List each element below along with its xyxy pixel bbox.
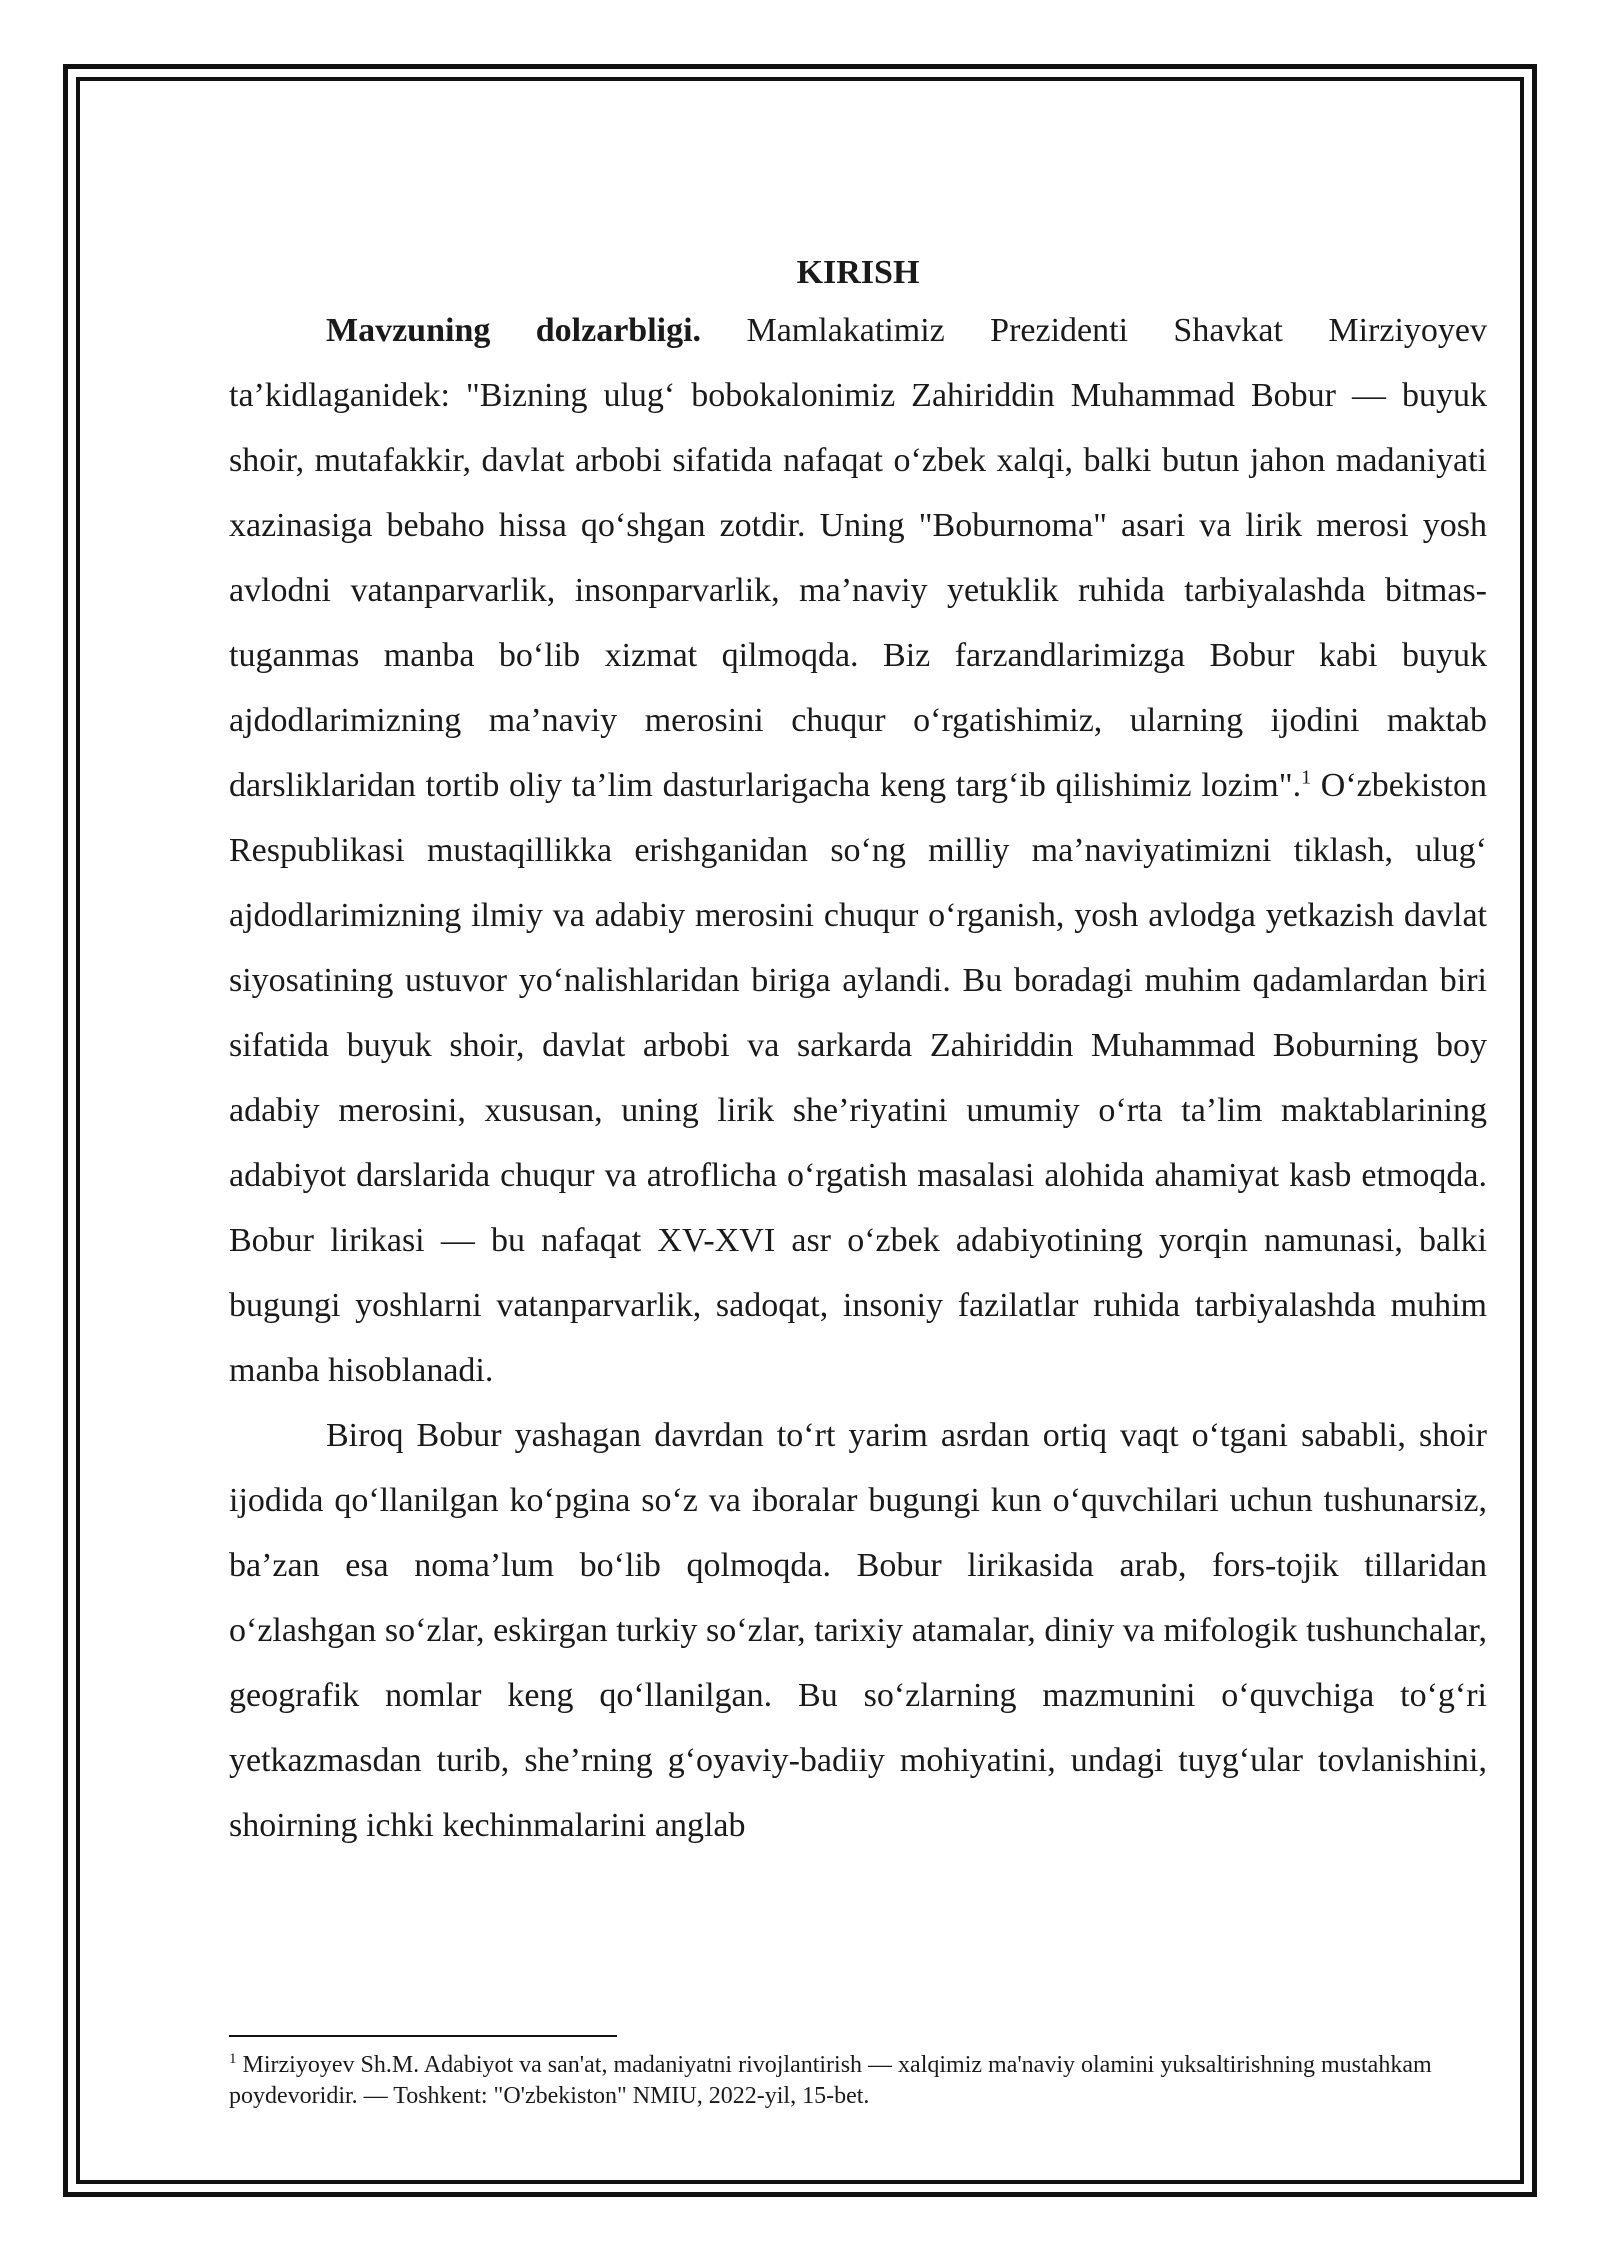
paragraph-text-part2: O‘zbekiston Respublikasi mustaqillikka erishganidan so‘ng milliy ma’naviyatimizni tiklash, ulug‘ ajdodlarimizning ilmiy va adabiy merosini chuqur o‘rganish, yosh avlodga yetkazish davlat siyosatining ustuvor yo‘nalishlaridan biriga aylandi. Bu boradagi muhim qadamlardan biri sifatida buyuk shoir, davlat arbobi va sarkarda Zahiriddin Muhammad Boburning boy adabiy merosini, xususan, uning lirik she’riyatini umumiy o‘rta ta’lim maktablarining adabiyot darslarida chuqur va atroflicha o‘rgatish masalasi alohida ahamiyat kasb etmoqda. Bobur lirikasi — bu nafaqat XV-XVI asr o‘zbek adabiyotining yorqin namunasi, balki bugungi yoshlarni vatanparvarlik, sadoqat, insoniy fazilatlar ruhida tarbiyalashda muhim manba hisoblanadi.	[229, 767, 1487, 1389]
paragraph-lead: Mavzuning dolzarbligi.	[326, 312, 702, 349]
document-body	[229, 248, 1487, 1858]
footnote-number: 1	[229, 2051, 237, 2067]
paragraph-relevance	[229, 298, 1487, 1403]
footnote-text: Mirziyoyev Sh.M. Adabiyot va san'at, madaniyatni rivojlantirish — xalqimiz ma'naviy olamini yuksaltirishning mustahkam poydevoridir. — Toshkent: "O'zbekiston" NMIU, 2022-yil, 15-bet.	[229, 2052, 1432, 2109]
footnote	[229, 2050, 1487, 2112]
footnote-separator	[229, 2035, 617, 2037]
section-heading: KIRISH	[796, 254, 920, 291]
paragraph-second: Biroq Bobur yashagan davrdan to‘rt yarim asrdan ortiq vaqt o‘tgani sababli, shoir ijodida qo‘llanilgan ko‘pgina so‘z va iboralar bugungi kun o‘quvchilari uchun tushunarsiz, ba’zan esa noma’lum bo‘lib qolmoqda. Bobur lirikasida arab, fors-tojik tillaridan o‘zlashgan so‘zlar, eskirgan turkiy so‘zlar, tarixiy atamalar, diniy va mifologik tushunchalar, geografik nomlar keng qo‘llanilgan. Bu so‘zlarning mazmunini o‘quvchiga to‘g‘ri yetkazmasdan turib, she’rning g‘oyaviy-badiiy mohiyatini, undagi tuyg‘ular tovlanishini, shoirning ichki kechinmalarini anglab	[229, 1417, 1487, 1844]
footnote-reference[interactable]: 1	[1301, 766, 1312, 789]
paragraph-text-part1: Mamlakatimiz Prezidenti Shavkat Mirziyoyev ta’kidlaganidek: "Bizning ulug‘ bobokalonimiz Zahiriddin Muhammad Bobur — buyuk shoir, mutafakkir, davlat arbobi sifatida nafaqat o‘zbek xalqi, balki butun jahon madaniyati xazinasiga bebaho hissa qo‘shgan zotdir. Uning "Boburnoma" asari va lirik merosi yosh avlodni vatanparvarlik, insonparvarlik, ma’naviy yetuklik ruhida tarbiyalashda bitmas-tuganmas manba bo‘lib xizmat qilmoqda. Biz farzandlarimizga Bobur kabi buyuk ajdodlarimizning ma’naviy merosini chuqur o‘rgatishimiz, ularning ijodini maktab darsliklaridan tortib oliy ta’lim dasturlarigacha keng targ‘ib qilishimiz lozim".	[229, 312, 1488, 804]
